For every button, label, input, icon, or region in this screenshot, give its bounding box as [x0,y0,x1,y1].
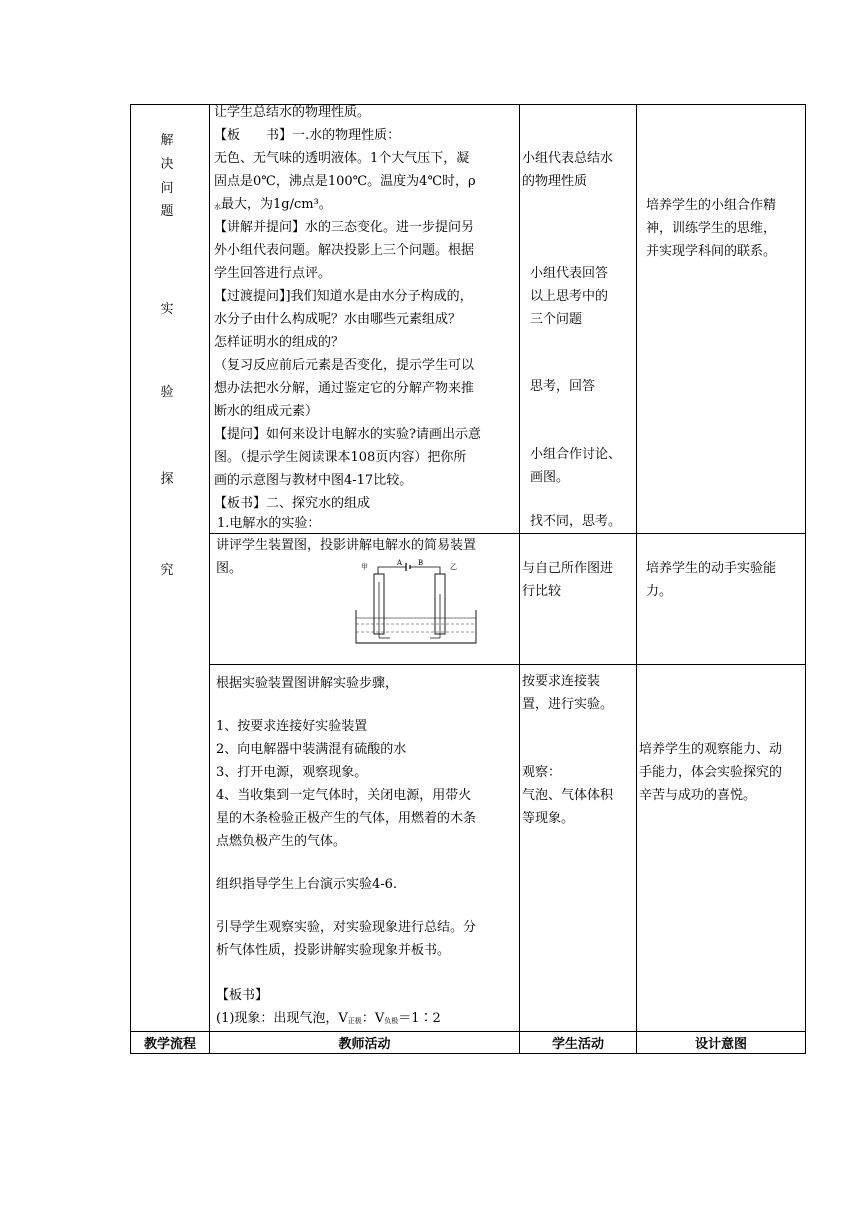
teacher-line: 组织指导学生上台演示实验4-6. [216,877,398,892]
phase-char: 实 [160,302,174,317]
teacher-line: 画的示意图与教材中图4-17比较。 [214,473,413,488]
teacher-line: 【讲解并提问】水的三态变化。进一步提问另 [214,220,475,235]
teacher-step: 4、当收集到一定气体时，关闭电源，用带火 [216,788,472,803]
design-line: 培养学生的动手实验能 [646,561,777,576]
teacher-step: 星的木条检验正极产生的气体，用燃着的木条 [216,811,477,826]
result-prefix: (1)现象：出现气泡，V [216,1011,348,1026]
teacher-step: 3、打开电源，观察现象。 [216,765,368,780]
diagram-label-anode: A [397,559,403,567]
student-line: 行比较 [522,584,562,599]
result-suffix: ＝1∶2 [398,1011,441,1026]
student-line: 画图。 [530,470,570,485]
teacher-line: 1.电解水的实验： [217,516,321,531]
diagram-label-cathode: B [418,559,424,567]
teacher-step: 1、按要求连接好实验装置 [216,719,368,734]
teacher-line: 断水的组成元素） [214,404,319,419]
teacher-line: 【板 书】一.水的物理性质： [214,128,401,143]
student-line: 小组代表回答 [530,266,609,281]
teacher-line: （复习反应前后元素是否变化，提示学生可以 [214,358,475,373]
phase-char: 决 [160,157,174,172]
phase-char: 题 [160,204,174,219]
student-line: 气泡、气体体积 [522,788,614,803]
header-teaching-process: 教学流程 [143,1037,196,1052]
diagram-label-left-tube: 甲 [361,563,368,571]
student-line: 与自己所作图进 [522,561,614,576]
rho-subscript: 水 [214,203,221,211]
teacher-line: 怎样证明水的组成的？ [214,335,345,350]
student-line: 以上思考中的 [530,289,609,304]
teacher-step: 2、向电解器中装满混有硫酸的水 [216,742,407,757]
teacher-line: 图。 [216,561,243,576]
electrolysis-apparatus-diagram [350,560,485,650]
phase-char: 究 [160,563,174,578]
header-teacher-activity: 教师活动 [338,1037,391,1052]
teacher-line: 析气体性质，投影讲解实验现象并板书。 [216,943,451,958]
phase-char: 探 [160,472,174,487]
design-line: 辛苦与成功的喜悦。 [639,788,757,803]
teacher-line: 讲评学生装置图，投影讲解电解水的简易装置 [216,538,477,553]
phase-char: 问 [160,181,174,196]
teacher-line: 外小组代表问题。解决投影上三个问题。根据 [214,243,475,258]
student-line: 置，进行实验。 [522,697,614,712]
teacher-line: 【板书】 [216,988,269,1003]
student-line: 小组代表总结水 [522,151,614,166]
teacher-line: 【板书】二、探究水的组成 [214,496,371,511]
student-line: 的物理性质 [522,174,588,189]
student-line: 观察： [522,765,562,780]
phase-char: 验 [160,385,174,400]
student-line: 找不同，思考。 [530,514,622,529]
diagram-label-right-tube: 乙 [450,563,457,571]
student-line: 按要求连接装 [522,674,601,689]
teacher-line: 水分子由什么构成呢？水由哪些元素组成？ [214,312,462,327]
teacher-line: 根据实验装置图讲解实验步骤， [216,676,399,691]
teacher-line: 固点是0℃，沸点是100℃。温度为4℃时，ρ [214,174,476,189]
design-line: 并实现学科间的联系。 [646,244,777,259]
teacher-line [214,194,332,219]
phase-char: 解 [160,133,174,148]
design-line: 培养学生的观察能力、动 [639,742,783,757]
student-line: 三个问题 [530,312,583,327]
teacher-line: 想办法把水分解，通过鉴定它的分解产物来推 [214,381,475,396]
design-line: 力。 [646,584,673,599]
design-line: 神，训练学生的思维， [646,221,777,236]
header-design-intent: 设计意图 [694,1037,747,1052]
header-student-activity: 学生活动 [551,1037,604,1052]
teacher-line: 让学生总结水的物理性质。 [214,105,371,120]
student-line: 等现象。 [522,811,575,826]
student-line: 思考，回答 [530,379,596,394]
teacher-line-text: 最大，为1g/cm³。 [221,197,332,212]
teacher-line: 【提问】如何来设计电解水的实验?请画出示意 [214,427,481,442]
teacher-line: 无色、无气味的透明液体。1个大气压下，凝 [214,151,470,166]
result-line [216,1008,441,1033]
student-line: 小组合作讨论、 [530,447,622,462]
design-line: 手能力，体会实验探究的 [639,765,783,780]
teacher-line: 【过渡提问】]我们知道水是由水分子构成的， [214,289,473,304]
design-line: 培养学生的小组合作精 [646,198,777,213]
teacher-line: 引导学生观察实验，对实验现象进行总结。分 [216,920,477,935]
teacher-line: 学生回答进行点评。 [214,266,332,281]
teacher-step: 点燃负极产生的气体。 [216,834,347,849]
result-sub-negative: 负极 [384,1017,399,1025]
result-sub-positive: 正极 [347,1017,362,1025]
result-mid: ：V [361,1011,385,1026]
teacher-line: 图。（提示学生阅读课本108页内容）把你所 [214,450,467,465]
